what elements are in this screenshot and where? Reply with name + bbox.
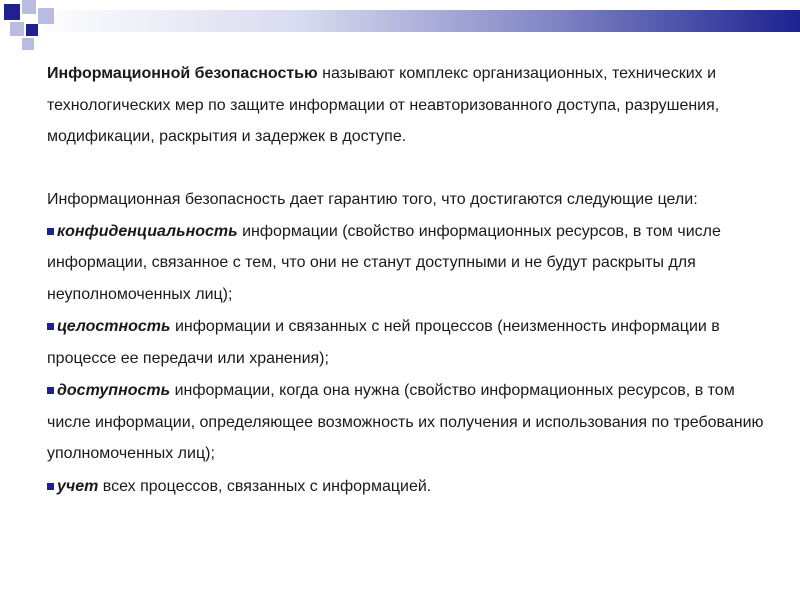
square-bullet-icon — [47, 228, 54, 235]
goals-intro: Информационная безопасность дает гарантию того, что достигаются следующие цели: — [47, 191, 698, 208]
square-bullet-icon — [47, 387, 54, 394]
definition-paragraph — [47, 58, 767, 153]
goal-item — [47, 216, 767, 311]
goal-term: учет — [57, 477, 99, 495]
goal-text: информации, когда она нужна (свойство информационных ресурсов, в том числе информации, определяющее возможность их получения и использования по требованию уполномоченных лиц); — [47, 382, 764, 462]
square-bullet-icon — [47, 483, 54, 490]
goal-text: всех процессов, связанных с информацией. — [98, 477, 432, 495]
square-bullet-icon — [47, 323, 54, 330]
goal-item — [47, 311, 767, 374]
goal-text: информации и связанных с ней процессов (неизменность информации в процессе ее передачи или хранения); — [47, 318, 720, 367]
goal-item — [47, 471, 767, 503]
goal-term: доступность — [57, 382, 171, 399]
goal-term: конфиденциальность — [57, 222, 238, 240]
definition-term: Информационной безопасностью — [47, 65, 318, 82]
slide-body — [47, 58, 767, 503]
goal-text: информации (свойство информационных ресурсов, в том числе информации, связанное с тем, что они не станут доступными и не будут раскрыты для неуполномоченных лиц); — [47, 222, 721, 303]
header-gradient-band — [30, 10, 800, 32]
goal-item — [47, 375, 767, 470]
goal-term: целостность — [57, 318, 171, 335]
definition-text: называют комплекс организационных, технических и технологических мер по защите информации от неавторизованного доступа, разрушения, модификации, раскрытия и задержек в доступе. — [47, 65, 720, 145]
